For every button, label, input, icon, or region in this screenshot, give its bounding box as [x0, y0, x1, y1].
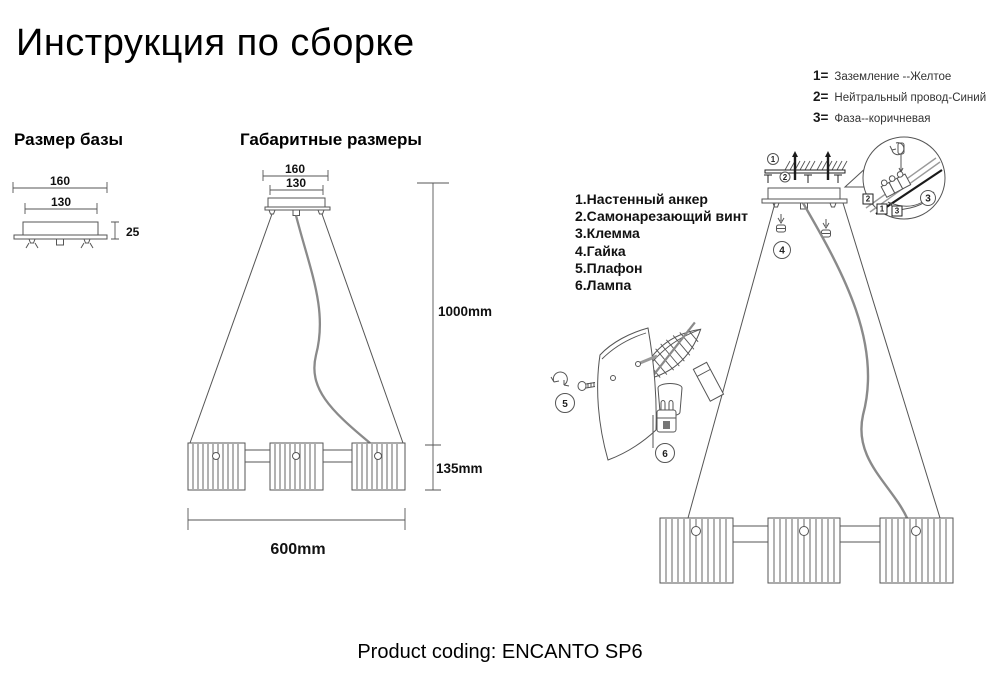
lamp-arm-block [693, 362, 723, 401]
svg-text:600mm: 600mm [270, 541, 326, 558]
svg-text:25: 25 [126, 225, 140, 239]
parts-list-item: 5.Плафон [575, 259, 643, 276]
legend-text: Нейтральный провод-Синий [834, 92, 987, 104]
suspension-wires [688, 203, 940, 518]
legend-item-phase [813, 110, 986, 125]
parts-list-item: 2.Самонарезающий винт [575, 208, 749, 225]
wire-tag-1 [877, 204, 887, 214]
parts-list-item: 1.Настенный анкер [575, 191, 708, 207]
callout-2-screw [780, 172, 790, 182]
legend-num: 2= [813, 89, 829, 104]
svg-text:160: 160 [49, 174, 71, 188]
callout-4-nut [774, 242, 791, 259]
glass-panel [598, 328, 657, 460]
svg-text:130: 130 [285, 176, 307, 190]
overall-dimensions-label: Габаритные размеры [240, 130, 422, 149]
dim-25 [111, 222, 140, 239]
svg-text:1: 1 [770, 155, 776, 164]
svg-text:135mm: 135mm [436, 461, 483, 476]
suspension-wires [190, 214, 403, 443]
svg-text:3: 3 [925, 193, 931, 205]
wiring-legend [813, 68, 986, 125]
chandelier-shades [660, 518, 953, 583]
svg-text:2: 2 [782, 173, 788, 182]
svg-text:1000mm: 1000mm [438, 304, 493, 319]
dim-160 [13, 174, 107, 193]
base-size-label: Размер базы [14, 130, 124, 149]
svg-text:1: 1 [879, 204, 885, 214]
svg-text:5: 5 [562, 399, 568, 410]
svg-text:160: 160 [284, 162, 306, 176]
dim-130 [25, 195, 97, 214]
svg-text:3: 3 [894, 206, 900, 216]
legend-item-neutral [813, 89, 986, 104]
cord-grip-nut-icon [777, 214, 831, 237]
wire-tag-2 [863, 194, 873, 204]
overall-dimensions-drawing [180, 160, 493, 570]
legend-num: 3= [813, 110, 829, 125]
dim-135mm [425, 445, 483, 490]
shade-exploded-view [551, 318, 724, 462]
legend-text: Фаза--коричневая [834, 113, 931, 125]
svg-text:6: 6 [662, 449, 668, 460]
screw-icon [764, 175, 842, 183]
canopy [265, 198, 330, 216]
product-coding: Product coding: ENCANTO SP6 [357, 641, 643, 663]
parts-list-item: 6.Лампа [575, 277, 632, 294]
callout-3-terminal [921, 191, 936, 206]
chandelier-shades [188, 443, 405, 490]
assembly-diagram [540, 130, 1000, 615]
base-size-drawing [8, 168, 168, 260]
callout-5-shade [556, 394, 575, 413]
callout-1-anchor [768, 154, 779, 165]
svg-text:4: 4 [779, 245, 785, 257]
legend-num: 1= [813, 68, 829, 83]
dim-1000mm [417, 183, 492, 445]
parts-list-item: 3.Клемма [575, 225, 640, 242]
shade-screw-icon [551, 372, 595, 390]
dim-600mm [188, 508, 405, 558]
legend-item-ground [813, 68, 986, 83]
wire-tag-3 [892, 206, 902, 216]
legend-text: Заземление --Желтое [834, 71, 952, 83]
svg-text:130: 130 [50, 195, 72, 209]
wiring-callout-bubble [845, 137, 945, 219]
canopy-side-view [14, 222, 107, 248]
parts-list-item: 4.Гайка [575, 242, 626, 259]
dim-130 [270, 176, 323, 195]
svg-text:2: 2 [865, 194, 871, 204]
callout-6-lamp [656, 444, 675, 463]
page-title: Инструкция по сборке [16, 22, 415, 64]
